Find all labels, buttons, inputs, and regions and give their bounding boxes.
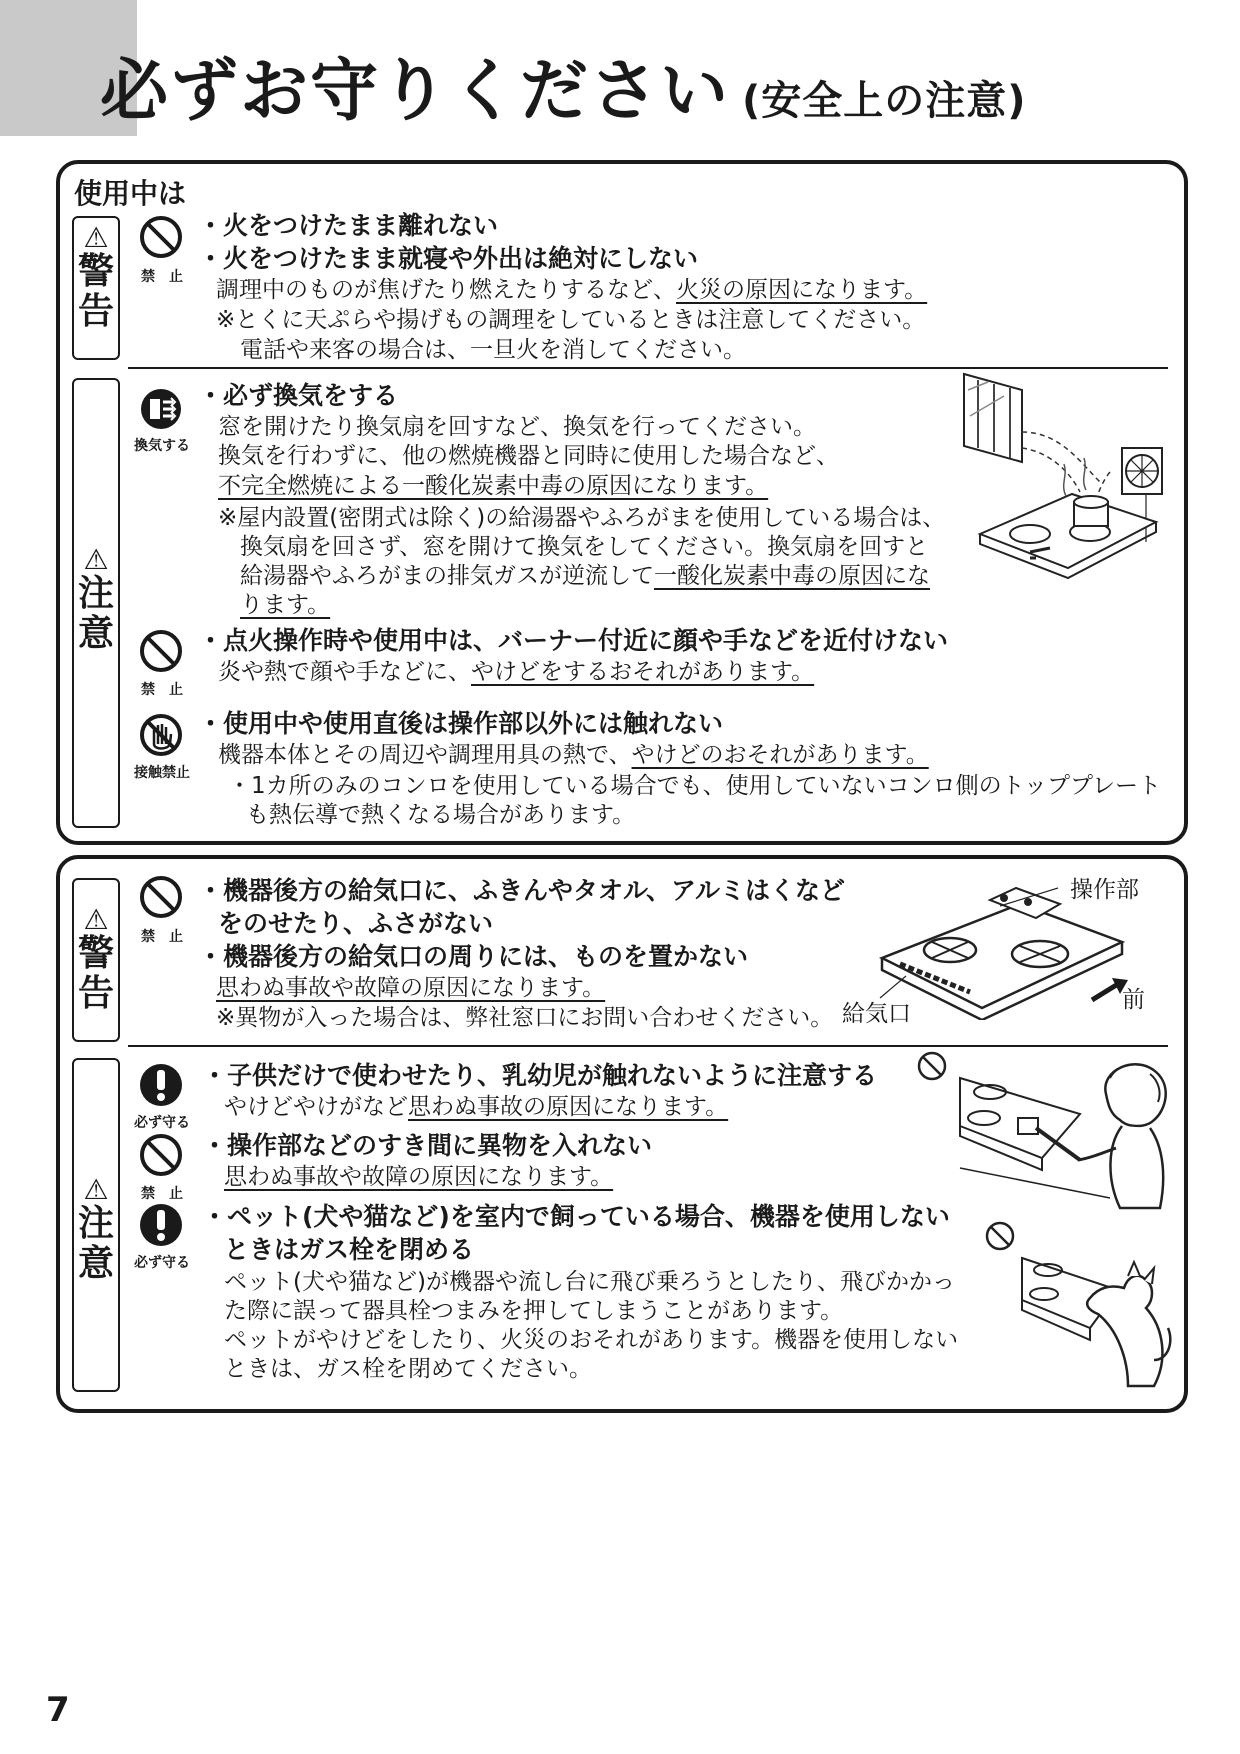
- warning-desc: [216, 276, 927, 306]
- ventilation-illustration: [960, 372, 1170, 582]
- caution-desc: 窓を開けたり換気扇を回すなど、換気を行ってください。: [218, 414, 816, 440]
- page-title-main: 必ずお守りください: [100, 52, 731, 131]
- prohibit-icon: [138, 874, 184, 920]
- prohibit-icon-label: 禁 止: [141, 682, 183, 698]
- warning-label-char: 告: [77, 291, 114, 333]
- ventilate-icon: [138, 386, 184, 432]
- caution-note: も熱伝導で熱くなる場合があります。: [246, 802, 636, 828]
- page-number: 7: [46, 1690, 70, 1730]
- pet-illustration: [978, 1210, 1178, 1390]
- text-segment: やけどやけがなど: [224, 1094, 408, 1120]
- caution-bullet: ・使用中や使用直後は操作部以外には触れない: [198, 709, 724, 738]
- warning-label: [72, 216, 120, 360]
- ventilate-icon-label: 換気する: [134, 438, 190, 454]
- caution-note: ※屋内設置(密閉式は除く)の給湯器やふろがまを使用している場合は、: [218, 505, 946, 531]
- caution-bullet: ・ペット(犬や猫など)を室内で飼っている場合、機器を使用しない: [202, 1202, 950, 1231]
- text-segment: 炎や熱で顔や手などに、: [218, 659, 471, 685]
- section-heading: 使用中は: [74, 177, 187, 210]
- page-title: [100, 52, 1027, 131]
- underlined-text: 火災の原因になります。: [676, 277, 928, 303]
- underlined-text: ります。: [240, 592, 331, 618]
- warning-label-char: 警: [77, 933, 114, 974]
- no-touch-icon-label: 接触禁止: [134, 765, 190, 781]
- caution-label-char: 注: [77, 573, 114, 614]
- caution-bullet: ・操作部などのすき間に異物を入れない: [202, 1131, 653, 1160]
- caution-note: [240, 562, 930, 592]
- warning-bullet: をのせたり、ふさがない: [218, 909, 494, 938]
- caution-note: 換気扇を回さず、窓を開けて換気をしてください。換気扇を回すと: [240, 534, 929, 560]
- underlined-text: 思わぬ事故の原因になります。: [408, 1094, 729, 1120]
- caution-bullet: ・子供だけで使わせたり、乳幼児が触れないように注意する: [202, 1061, 878, 1090]
- caution-label: [72, 378, 120, 828]
- warning-bullet: ・機器後方の給気口の周りには、ものを置かない: [198, 942, 749, 971]
- caution-desc: ペット(犬や猫など)が機器や流し台に飛び乗ろうとしたり、飛びかかっ: [224, 1269, 955, 1295]
- underlined-text: 思わぬ事故や故障の原因になります。: [224, 1164, 614, 1190]
- warning-note: 電話や来客の場合は、一旦火を消してください。: [240, 337, 746, 363]
- warning-triangle-icon: ⚠: [83, 1173, 109, 1206]
- prohibit-icon-label: 禁 止: [141, 929, 183, 945]
- prohibit-icon-label: 禁 止: [141, 269, 183, 285]
- text-segment: 給湯器やふろがまの排気ガスが逆流して: [240, 563, 654, 589]
- prohibit-icon: [138, 214, 184, 260]
- must-follow-icon: [138, 1202, 184, 1248]
- caution-note: ・1カ所のみのコンロを使用している場合でも、使用していないコンロ側のトッププレート: [228, 773, 1162, 799]
- divider: [128, 1045, 1168, 1047]
- no-touch-icon: [138, 712, 184, 758]
- figure-label-control: 操作部: [1070, 877, 1139, 903]
- prohibit-icon-label: 禁 止: [141, 1186, 183, 1202]
- caution-bullet: ・点火操作時や使用中は、バーナー付近に顔や手などを近付けない: [198, 626, 949, 655]
- caution-desc: [218, 741, 929, 771]
- warning-triangle-icon: ⚠: [83, 903, 109, 936]
- underlined-text: 不完全燃焼による一酸化炭素中毒の原因になります。: [218, 473, 769, 499]
- must-follow-icon-label: 必ず守る: [134, 1255, 190, 1271]
- label-spacer: [74, 1060, 118, 1170]
- caution-label-char: 注: [77, 1203, 114, 1244]
- caution-desc: ときは、ガス栓を閉めてください。: [224, 1356, 592, 1382]
- caution-desc: 換気を行わずに、他の燃焼機器と同時に使用した場合など、: [218, 443, 839, 469]
- label-spacer: [74, 380, 118, 540]
- divider: [128, 367, 1168, 369]
- underlined-text: 思わぬ事故や故障の原因になります。: [216, 975, 606, 1001]
- caution-bullet: ・必ず換気をする: [198, 381, 399, 410]
- caution-desc: ペットがやけどをしたり、火災のおそれがあります。機器を使用しない: [224, 1327, 959, 1353]
- must-follow-icon: [138, 1062, 184, 1108]
- warning-bullet: ・火をつけたまま就寝や外出は絶対にしない: [198, 244, 699, 273]
- warning-note: ※とくに天ぷらや揚げもの調理をしているときは注意してください。: [216, 307, 926, 333]
- caution-label-char: 意: [77, 1243, 114, 1285]
- warning-label-char: 警: [77, 251, 114, 292]
- warning-triangle-icon: ⚠: [83, 221, 109, 254]
- caution-label: [72, 1058, 120, 1392]
- warning-label-char: 告: [77, 973, 114, 1015]
- caution-bullet: ときはガス栓を閉める: [224, 1235, 475, 1264]
- label-spacer: [74, 880, 118, 900]
- warning-note: ※異物が入った場合は、弊社窓口にお問い合わせください。: [216, 1005, 834, 1031]
- text-segment: 機器本体とその周辺や調理用具の熱で、: [218, 742, 632, 768]
- page-title-sub: (安全上の注意): [742, 78, 1027, 124]
- warning-triangle-icon: ⚠: [83, 543, 109, 576]
- text-segment: 調理中のものが焦げたり燃えたりするなど、: [216, 277, 676, 303]
- prohibit-icon: [138, 1132, 184, 1178]
- figure-label-intake: 給気口: [842, 1001, 911, 1027]
- figure-label-front: 前: [1122, 987, 1145, 1013]
- warning-label: [72, 878, 120, 1042]
- caution-desc: た際に誤って器具栓つまみを押してしまうことがあります。: [224, 1298, 844, 1324]
- warning-bullet: ・機器後方の給気口に、ふきんやタオル、アルミはくなど: [198, 876, 846, 905]
- prohibit-icon: [138, 628, 184, 674]
- caution-desc: [224, 1093, 728, 1123]
- caution-desc: [218, 658, 814, 688]
- must-follow-icon-label: 必ず守る: [134, 1115, 190, 1131]
- underlined-text: やけどをするおそれがあります。: [471, 659, 815, 685]
- underlined-text: やけどのおそれがあります。: [631, 742, 929, 768]
- child-illustration: [910, 1048, 1174, 1218]
- warning-bullet: ・火をつけたまま離れない: [198, 211, 499, 240]
- underlined-text: 一酸化炭素中毒の原因にな: [654, 563, 930, 589]
- caution-label-char: 意: [77, 613, 114, 655]
